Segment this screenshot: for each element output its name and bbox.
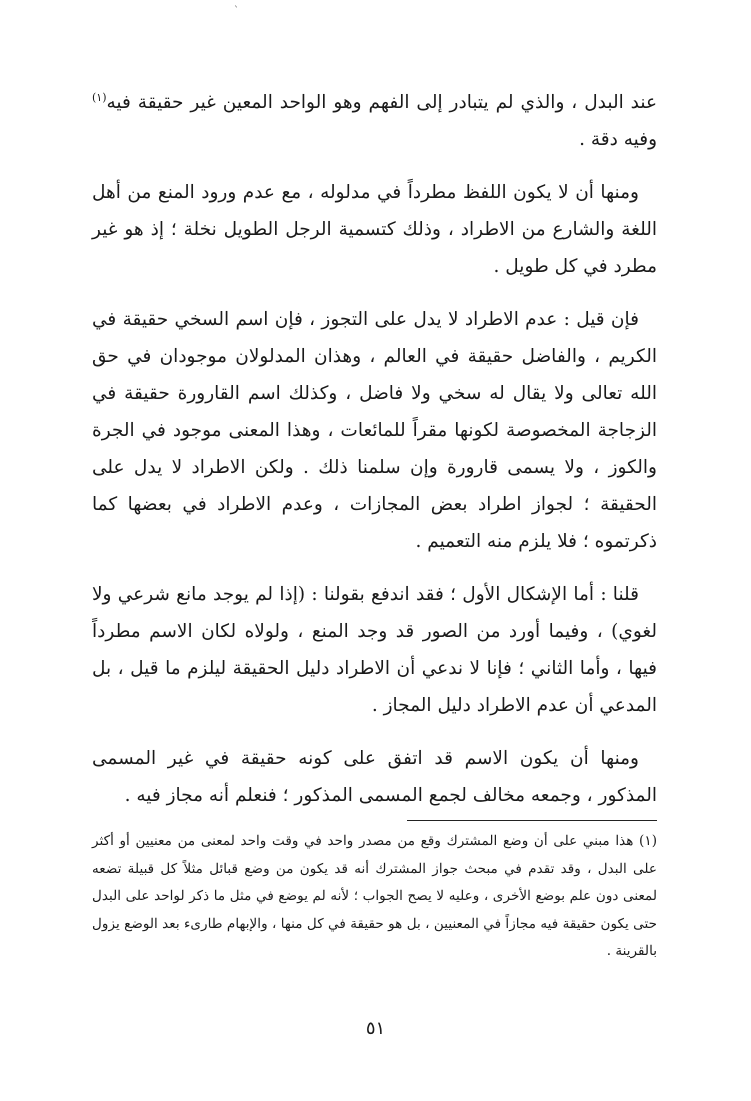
paragraph-2: ومنها أن لا يكون اللفظ مطرداً في مدلوله ، مع عدم ورود المنع من أهل اللغة والشارع من الاطراد ، وذلك كتسمية الرجل الطويل نخلة ؛ إذ هو غير مطرد في كل طويل . (92, 182, 657, 277)
footnote-1: (١) هذا مبني على أن وضع المشترك وقع من مصدر واحد في وقت واحد لمعنى من معنيين أو أكثر على البدل ، وقد تقدم في مبحث جواز المشترك أنه قد يكون من وضع قبائل مثلاً كل قبيلة تضعه لمعنى دون علم بوضع الأخرى ، وعليه لا يصح الجواب ؛ لأنه لم يوضع في مثل ما ذكر لواحد على البدل حتى يكون حقيقة فيه مجازاً في المعنيين ، بل هو حقيقة في كل منها ، والإبهام طارىء بعد الوضع يزول بالقرينة . (92, 833, 657, 959)
paragraph-3: فإن قيل : عدم الاطراد لا يدل على التجوز ، فإن اسم السخي حقيقة في الكريم ، والفاضل حقيقة في العالم ، وهذان المدلولان موجودان في حق الله تعالى ولا يقال له سخي ولا فاضل ، وكذلك اسم القارورة حقيقة في الزجاجة المخصوصة لكونها مقراً للمائعات ، وهذا المعنى موجود في الجرة والكوز ، ولا يسمى قارورة وإن سلمنا ذلك . ولكن الاطراد لا يدل على الحقيقة ؛ لجواز اطراد بعض المجازات ، وعدم الاطراد في بعضها كما ذكرتموه ؛ فلا يلزم منه التعميم . (92, 309, 657, 552)
main-text (92, 84, 657, 830)
paragraph-4: قلنا : أما الإشكال الأول ؛ فقد اندفع بقولنا : (إذا لم يوجد مانع شرعي ولا لغوي) ، وفيما أورد من الصور قد وجد المنع ، ولولاه لكان الاسم مطرداً فيها ، وأما الثاني ؛ فإنا لا ندعي أن الاطراد دليل الحقيقة ليلزم ما قيل ، بل المدعي أن عدم الاطراد دليل المجاز . (92, 584, 657, 716)
paragraph-1-text: عند البدل ، والذي لم يتبادر إلى الفهم وهو الواحد المعين غير حقيقة فيه (106, 92, 657, 113)
paragraph-1 (92, 84, 657, 158)
top-mark: ˋ (234, 6, 239, 17)
paragraph-5: ومنها أن يكون الاسم قد اتفق على كونه حقيقة في غير المسمى المذكور ، وجمعه مخالف لجمع المسمى المذكور ؛ فنعلم أنه مجاز فيه . (92, 748, 657, 806)
page-number: ٥١ (365, 1018, 386, 1039)
footnotes (92, 828, 657, 966)
paragraph-1-tail: وفيه دقة . (579, 129, 657, 150)
footnote-divider (407, 820, 657, 821)
footnote-marker: (١) (92, 90, 107, 104)
